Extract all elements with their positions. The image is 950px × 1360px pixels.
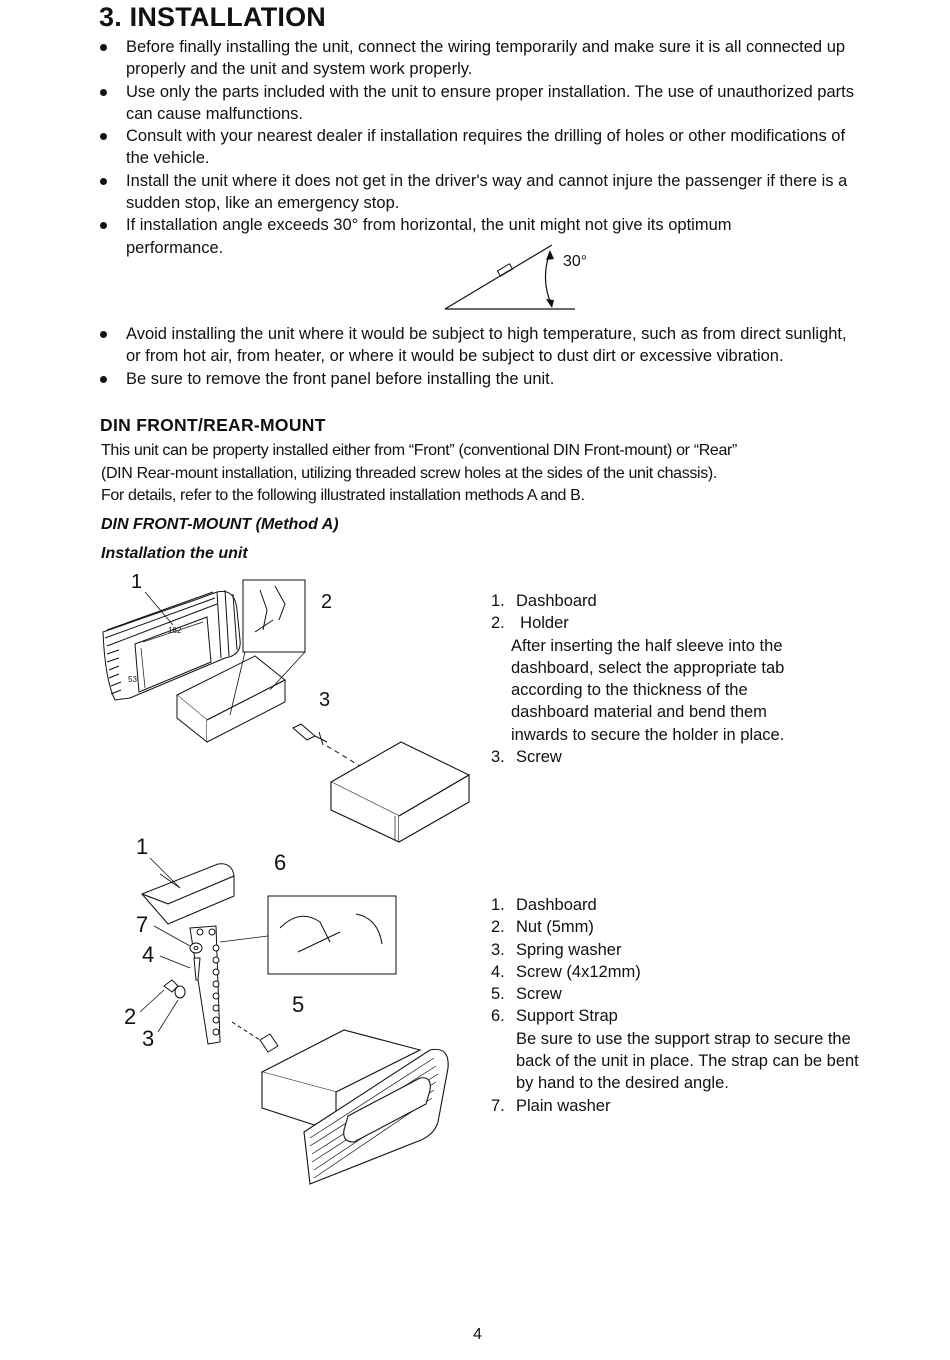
callout-3: 3	[142, 1026, 155, 1051]
callout-2: 2	[124, 1004, 137, 1029]
callout-6: 6	[274, 850, 287, 875]
list-item: Avoid installing the unit where it would be subject to high temperature, such as from direct sunlight, or from hot air, from heater, or where it would be subject to dust dirt or excessive vibration.	[98, 323, 858, 368]
list-item: Before finally installing the unit, connect the wiring temporarily and make sure it is all connected up properly and the unit and system work properly.	[98, 36, 858, 81]
dimension-label: 182	[168, 626, 182, 635]
legend-item: 2. Holder After inserting the half sleeve into the dashboard, select the appropriate tab according to the thickness of the dashboard material and bend them inwards to secure the holder in place.	[491, 612, 871, 746]
callout-5: 5	[292, 992, 305, 1017]
list-item: Use only the parts included with the unit to ensure proper installation. The use of unauthorized parts can cause malfunctions.	[98, 81, 858, 126]
dimension-label: 53	[128, 675, 137, 684]
legend-item: 1. Dashboard	[491, 592, 597, 610]
legend-item: 3. Screw	[491, 748, 562, 767]
precautions-list-2	[98, 323, 858, 390]
paragraph-line: This unit can be property installed either from “Front” (conventional DIN Front-mount) or “Rear”	[101, 442, 737, 459]
hardware-illustration	[164, 943, 278, 1052]
list-item: Be sure to remove the front panel before installing the unit.	[98, 368, 858, 390]
dashboard-illustration	[142, 864, 234, 924]
din-heading: DIN FRONT/REAR-MOUNT	[100, 415, 326, 435]
method-a-heading: DIN FRONT-MOUNT (Method A)	[101, 516, 339, 533]
unit-illustration	[331, 742, 469, 842]
callout-1: 1	[136, 834, 149, 859]
callout-1: 1	[131, 571, 143, 593]
page-title: 3. INSTALLATION	[99, 2, 326, 32]
installation-figure-2	[120, 832, 480, 1192]
callout-3: 3	[319, 689, 331, 711]
installation-figure-1	[95, 570, 485, 845]
legend-note: Be sure to use the support strap to secure the back of the unit in place. The strap can be bent by hand to the desired angle.	[516, 1029, 859, 1093]
figure1-legend	[491, 590, 871, 768]
legend-item: 2. Nut (5mm)	[491, 918, 594, 937]
unit-illustration	[262, 1030, 448, 1184]
legend-item: 3. Spring washer	[491, 940, 622, 959]
page-number: 4	[473, 1326, 482, 1343]
legend-item: 7. Plain washer	[491, 1096, 611, 1115]
legend-note: After inserting the half sleeve into the dashboard, select the appropriate tab according to the thickness of the dashboard material and bend them inwards to secure the holder in place.	[511, 636, 785, 744]
legend-item: 1. Dashboard	[491, 896, 597, 914]
install-heading: Installation the unit	[101, 545, 248, 562]
precautions-list	[98, 36, 858, 259]
figure2-legend	[491, 894, 871, 1117]
angle-diagram	[440, 240, 600, 320]
list-item: Install the unit where it does not get in the driver's way and cannot injure the passenger if there is a sudden stop, like an emergency stop.	[98, 170, 858, 215]
strap-detail-inset	[220, 896, 396, 974]
paragraph-line: (DIN Rear-mount installation, utilizing threaded screw holes at the sides of the unit chassis).	[101, 464, 717, 482]
legend-item: 5. Screw	[491, 985, 562, 1004]
paragraph-line: For details, refer to the following illustrated installation methods A and B.	[101, 487, 585, 504]
list-item: If installation angle exceeds 30° from horizontal, the unit might not give its optimum performance.	[98, 214, 806, 259]
angle-label: 30°	[563, 253, 588, 270]
callout-2: 2	[321, 591, 333, 613]
legend-item: 6. Support Strap Be sure to use the support strap to secure the back of the unit in place. The strap can be bent by hand to the desired angle.	[491, 1005, 871, 1094]
legend-item: 4. Screw (4x12mm)	[491, 962, 641, 981]
screw-illustration	[293, 724, 360, 766]
callout-7: 7	[136, 912, 149, 937]
list-item: Consult with your nearest dealer if installation requires the drilling of holes or other modifications of the vehicle.	[98, 125, 858, 170]
din-paragraph	[101, 440, 901, 508]
callout-4: 4	[142, 942, 155, 967]
